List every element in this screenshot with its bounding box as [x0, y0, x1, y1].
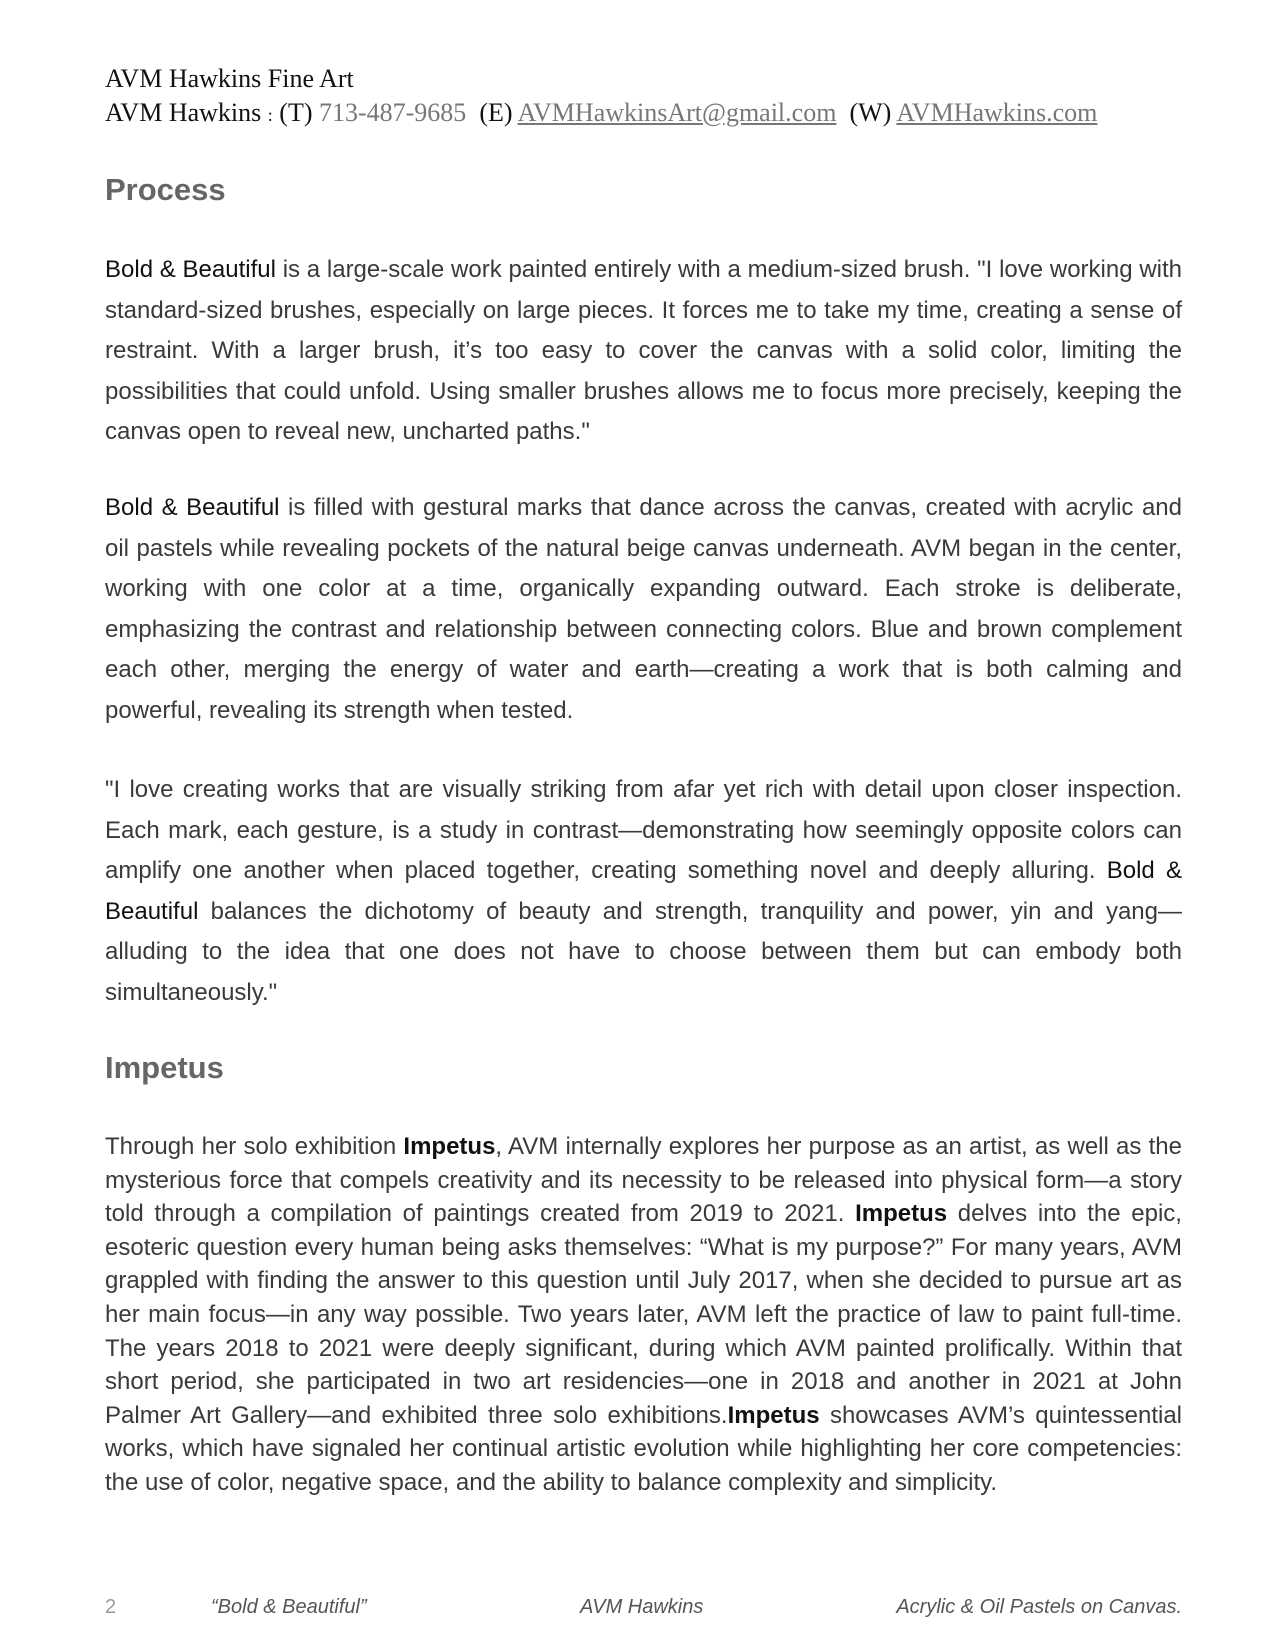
artwork-title: Bold & Beautiful [105, 256, 276, 283]
paragraph-text: is filled with gestural marks that dance across the canvas, created with acrylic and oil pastels while revealing pockets of the natural beige canvas underneath. AVM began in the center, working with one color at a time, organically expanding outward. Each stroke is deliberate, emphasizing the contrast and relationship between connecting colors. Blue and brown complement each other, merging the energy of water and earth—creating a work that is both calming and powerful, revealing its strength when tested. [105, 494, 1182, 724]
artwork-title: Bold & Beautiful [105, 857, 1182, 925]
email-link[interactable]: AVMHawkinsArt@gmail.com [517, 98, 837, 127]
paragraph-text: showcases AVM’s quintessential works, which have signaled her continual artistic evolution while highlighting her core competencies: the use of color, negative space, and the ability to balance complexity and simplicity. [105, 1401, 1182, 1496]
phone-label: (T) [279, 98, 313, 127]
exhibition-title: Impetus [727, 1401, 820, 1429]
separator: : [267, 105, 273, 125]
paragraph-text: is a large-scale work painted entirely with a medium-sized brush. "I love working with standard-sized brushes, especially on large pieces. It forces me to take my time, creating a sense of restraint. With a larger brush, it’s too easy to cover the canvas with a solid color, limiting the possibilities that could unfold. Using smaller brushes allows me to focus more precisely, keeping the canvas open to reveal new, uncharted paths." [105, 256, 1182, 445]
process-paragraph-1 [105, 250, 1182, 453]
footer-medium: Acrylic & Oil Pastels on Canvas. [896, 1596, 1182, 1618]
exhibition-title: Impetus [403, 1133, 496, 1160]
artwork-title: Bold & Beautiful [105, 494, 280, 521]
impetus-heading: Impetus [105, 1050, 224, 1085]
paragraph-text: delves into the epic, esoteric question every human being asks themselves: “What is my purpose?” For many years, AVM grappled with finding the answer to this question until July 2017, when she decided to pursue art as her main focus—in any way possible. Two years later, AVM left the practice of law to paint full-time. The years 2018 to 2021 were deeply significant, during which AVM painted prolifically. Within that short period, she participated in two art residencies—one in 2018 and another in 2021 at John Palmer Art Gallery—and exhibited three solo exhibitions. [105, 1200, 1182, 1429]
page-footer [105, 1596, 1182, 1626]
process-paragraph-2 [105, 488, 1182, 731]
phone-number[interactable]: 713-487-9685 [318, 98, 467, 127]
website-link[interactable]: AVMHawkins.com [896, 98, 1098, 127]
email-label: (E) [479, 98, 513, 127]
org-name: AVM Hawkins Fine Art [105, 64, 354, 93]
paragraph-text: Through her solo exhibition [105, 1133, 404, 1160]
process-heading: Process [105, 172, 226, 207]
process-paragraph-3 [105, 770, 1182, 1013]
paragraph-text: , AVM internally explores her purpose as an artist, as well as the mysterious force that compels creativity and its necessity to be released into physical form—a story told through a compilation of paintings created from 2019 to 2021. [105, 1133, 1182, 1228]
contact-line [105, 96, 1097, 132]
exhibition-title: Impetus [855, 1200, 948, 1228]
letterhead [105, 62, 1097, 132]
footer-artist: AVM Hawkins [580, 1596, 704, 1618]
artist-name: AVM Hawkins [105, 98, 262, 127]
page-number: 2 [105, 1596, 117, 1618]
impetus-paragraph [105, 1130, 1182, 1500]
footer-artwork-title: “Bold & Beautiful” [211, 1596, 367, 1618]
paragraph-text: balances the dichotomy of beauty and strength, tranquility and power, yin and yang—alluding to the idea that one does not have to choose between them but can embody both simultaneously." [105, 897, 1182, 1006]
paragraph-text: "I love creating works that are visually striking from afar yet rich with detail upon closer inspection. Each mark, each gesture, is a study in contrast—demonstrating how seemingly opposite colors can amplify one another when placed together, creating something novel and deeply alluring. [105, 776, 1182, 884]
web-label: (W) [849, 98, 892, 127]
